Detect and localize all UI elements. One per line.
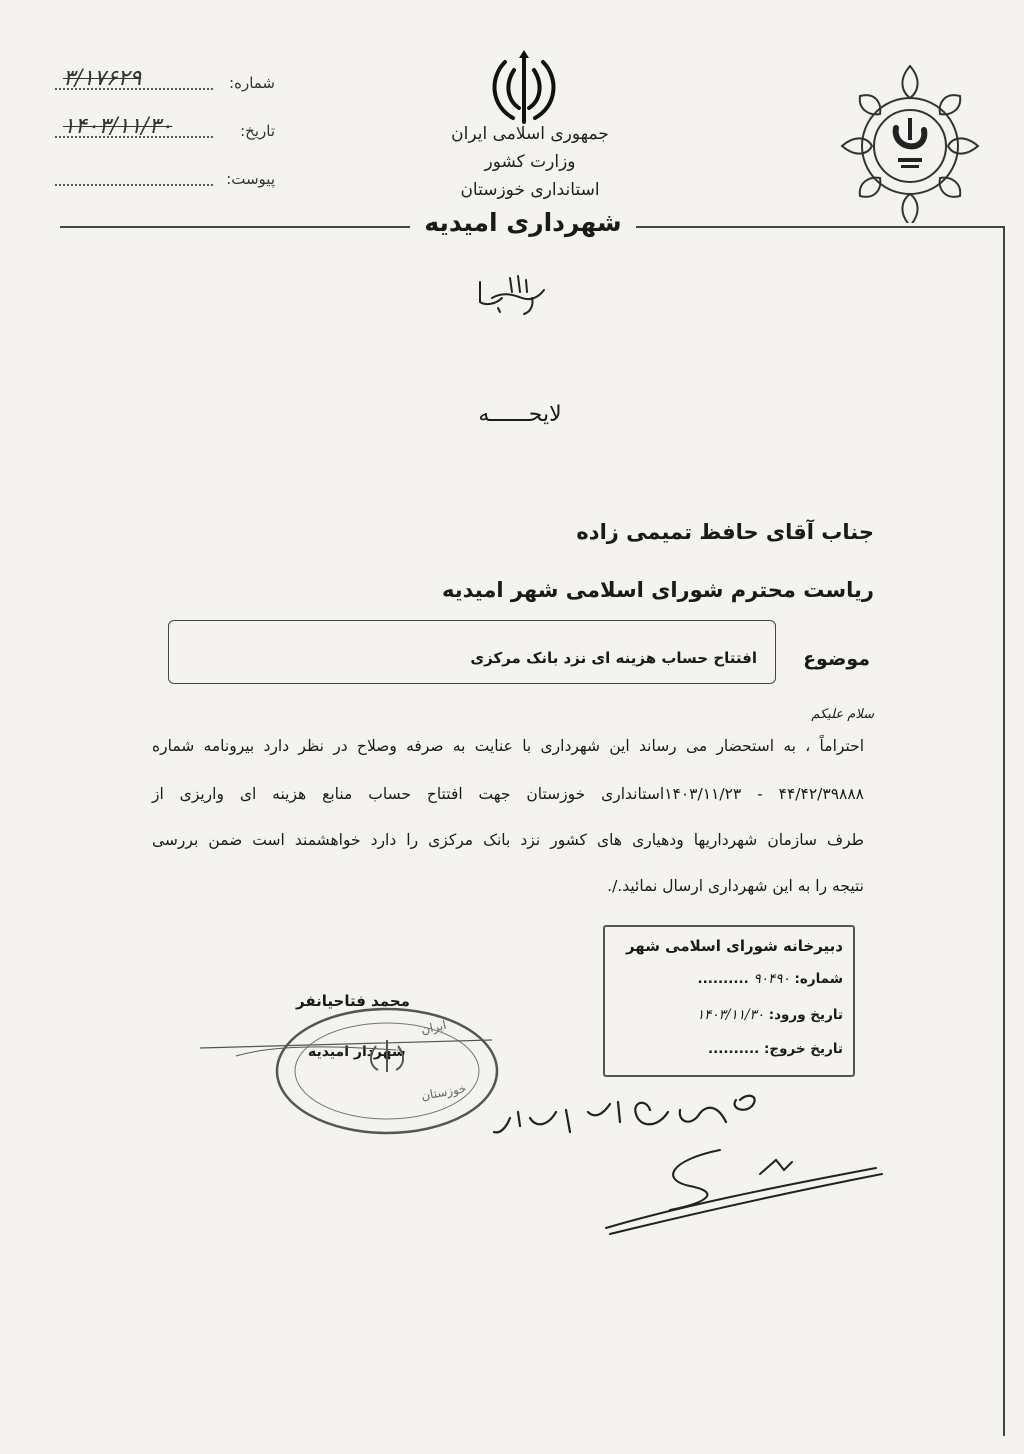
salutation: سلام علیکم <box>811 707 874 722</box>
date-field <box>55 114 275 148</box>
signer-name: محمد فتاحیانفر <box>296 992 410 1010</box>
svg-text:خوزستان: خوزستان <box>420 1081 468 1103</box>
attachment-field <box>55 166 275 196</box>
gov-line-2: وزارت کشور <box>484 152 576 172</box>
subject-box <box>168 620 776 684</box>
body-line-3: طرف سازمان شهرداریها ودهیاری های کشور نزد بانک مرکزی را دارد خواهشمند است ضمن بررسی <box>152 831 864 849</box>
approval-scribble <box>600 1140 890 1240</box>
municipality-logo-icon <box>838 58 983 223</box>
basmala-calligraphy <box>472 268 552 318</box>
attachment-dots <box>55 184 213 186</box>
number-label: شماره: <box>229 74 275 92</box>
stamp-exit-label: تاریخ خروج: <box>763 1041 843 1057</box>
addressee-line-2: ریاست محترم شورای اسلامی شهر امیدیه <box>442 578 874 602</box>
stamp-title: دبیرخانه شورای اسلامی شهر <box>625 937 843 955</box>
gov-line-1: جمهوری اسلامی ایران <box>451 124 609 144</box>
stamp-exit-row: تاریخ خروج: .......... <box>707 1041 843 1057</box>
stamp-number-row: شماره: ۹۰۴۹۰ .......... <box>697 971 843 987</box>
signature-stroke <box>196 1026 496 1066</box>
org-title: شهرداری امیدیه <box>410 208 636 237</box>
gov-line-3: استانداری خوزستان <box>460 180 600 200</box>
stamp-entry-row <box>697 1007 843 1023</box>
body-line-4: نتیجه را به این شهرداری ارسال نمائید./. <box>607 877 864 895</box>
number-value: ۳/۱۷۶۲۹ <box>63 66 142 91</box>
signer-title: شهردار امیدیه <box>308 1044 406 1060</box>
body-line-2: ۴۴/۴۲/۳۹۸۸۸ - ۱۴۰۳/۱۱/۲۳استانداری خوزستان جهت افتتاح حساب منابع هزینه ای واریزی از <box>152 785 864 803</box>
addressee-line-1: جناب آقای حافظ تمیمی زاده <box>576 520 874 544</box>
frame-right-rule <box>1003 226 1005 1436</box>
date-value: ۱۴۰۳/۱۱/۳۰ <box>63 114 173 139</box>
stamp-entry-label: تاریخ ورود: <box>768 1007 843 1023</box>
stamp-number-value: ۹۰۴۹۰ <box>753 971 790 987</box>
iran-emblem-icon <box>483 48 565 130</box>
document-kind: لایحــــــه <box>478 402 562 427</box>
subject-label: موضوع <box>803 648 870 670</box>
date-label: تاریخ: <box>240 122 275 140</box>
number-field <box>55 66 275 100</box>
council-receipt-stamp <box>603 925 855 1077</box>
subject-text: افتتاح حساب هزینه ای نزد بانک مرکزی <box>470 649 757 667</box>
body-line-1: احتراماً ، به استحضار می رساند این شهرداری با عنایت به صرفه وصلاح در نظر دارد بیرونامه شماره <box>152 737 864 755</box>
official-seal <box>272 1004 502 1138</box>
attachment-label: پیوست: <box>226 170 275 188</box>
stamp-entry-value: ۱۴۰۳/۱۱/۳۰ <box>696 1007 764 1023</box>
stamp-number-label: شماره: <box>794 971 843 987</box>
svg-text:ایران: ایران <box>419 1017 448 1037</box>
